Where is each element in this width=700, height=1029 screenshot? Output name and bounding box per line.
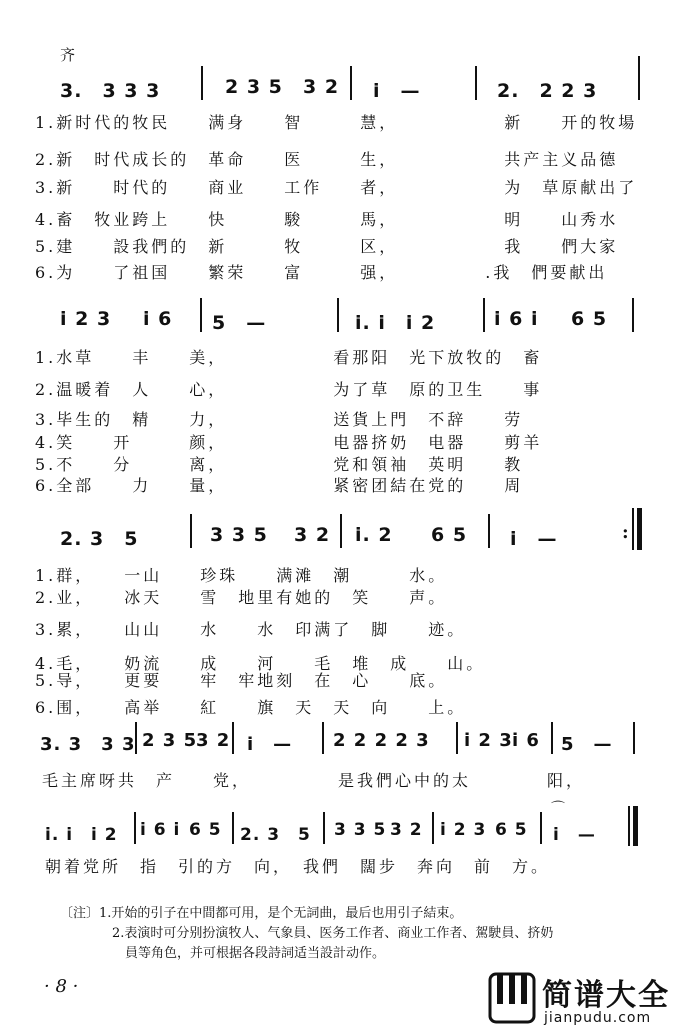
- notes-measure-2b: 6 5: [189, 820, 222, 840]
- notes-measure-5b: i 6: [512, 730, 540, 751]
- barline: [551, 722, 553, 754]
- footnote-line-2: 2.表演时可分别扮演牧人、气象員、医务工作者、商业工作者、駕駛員、挤奶: [112, 926, 554, 941]
- barline: [322, 722, 324, 754]
- notes-measure-2b: 3 2: [196, 730, 231, 751]
- final-barline: [633, 806, 638, 846]
- notes-measure-3: i —: [373, 80, 421, 102]
- lyric-verse-1: 1.新时代的牧民 满身 智 慧， 新 开的牧場: [35, 113, 638, 132]
- notes-measure-5b: 6 5: [495, 820, 528, 840]
- notes-measure-4b: 6 5: [571, 308, 608, 330]
- notes-measure-1: 3. 3 3 3: [60, 80, 161, 102]
- barline: [628, 806, 630, 846]
- notes-measure-1: 3. 3 3 3: [40, 734, 136, 755]
- notes-measure-2a: 2 3 5: [142, 730, 198, 751]
- notes-measure-4b: 3 2: [390, 820, 423, 840]
- notes-measure-4: 2 2 2 2 3: [333, 730, 430, 751]
- barline: [232, 812, 234, 844]
- lyric-verse-3: 3.毕生的 精 力， 送貨上門 不辞 劳: [35, 410, 524, 429]
- lyric-verse-2: 2.温暖着 人 心， 为了草 原的卫生 事: [35, 380, 543, 399]
- barline: [540, 812, 542, 844]
- barline: [432, 812, 434, 844]
- lyric-chorus-2: 朝着党所 指 引的方 向， 我們 闊步 奔向 前 方。: [45, 857, 551, 876]
- lyric-verse-3: 3.累， 山山 水 水 印满了 脚 迹。: [35, 620, 467, 639]
- repeat-dots: :: [622, 522, 629, 543]
- lyric-verse-6: 6.全部 力 量， 紧密团結在党的 周: [35, 476, 524, 495]
- barline: [638, 56, 640, 100]
- notes-measure-1: i 2 3: [60, 308, 112, 330]
- lyric-verse-5: 5.建 設我們的 新 牧 区， 我 們大家: [35, 237, 619, 256]
- barline: [633, 722, 635, 754]
- lyric-verse-1: 1.群， 一山 珍珠 满滩 潮 水。: [35, 566, 448, 585]
- watermark-url: jianpudu.com: [544, 1010, 652, 1026]
- barline: [350, 66, 352, 100]
- piano-keys-icon: [488, 972, 538, 1024]
- notes-measure-2b: 3 2: [303, 76, 340, 98]
- notes-measure-2a: i 6 i: [140, 820, 181, 840]
- footnote-line-1: 〔注〕1.开始的引子在中間都可用，是个无詞曲，最后也用引子結束。: [60, 906, 463, 921]
- notes-measure-5a: i 2 3: [464, 730, 513, 751]
- lyric-verse-5: 5.不 分 离， 党和領袖 英明 教: [35, 455, 524, 474]
- notes-measure-1: i. i i 2: [45, 825, 118, 845]
- lyric-verse-6: 6.为 了祖国 繁荣 富 强， .我 們要献出: [35, 263, 608, 282]
- barline: [483, 298, 485, 332]
- barline: [488, 514, 490, 548]
- barline: [632, 298, 634, 332]
- notes-measure-3b: 6 5: [431, 524, 468, 546]
- site-watermark: [488, 970, 693, 1028]
- notes-measure-2: 5 —: [212, 312, 267, 334]
- barline: [190, 514, 192, 548]
- notes-measure-3a: i. 2: [355, 524, 393, 546]
- ensemble-marking: 齐: [60, 46, 76, 64]
- notes-measure-3: i —: [247, 734, 293, 755]
- lyric-verse-6: 6.围， 高举 紅 旗 天 天 向 上。: [35, 698, 467, 717]
- barline: [201, 66, 203, 100]
- barline: [475, 66, 477, 100]
- watermark-title: 简谱大全: [542, 978, 670, 1013]
- footnote-line-3: 員等角色，并可根据各段詩詞适当設計动作。: [125, 946, 386, 961]
- notes-measure-5a: i 2 3: [440, 820, 487, 840]
- barline: [340, 514, 342, 548]
- barline: [232, 722, 234, 754]
- barline: [337, 298, 339, 332]
- notes-measure-4: i —: [510, 528, 558, 550]
- notes-measure-3: 2. 3 5: [240, 825, 311, 845]
- lyric-verse-1: 1.水草 丰 美， 看那阳 光下放牧的 畜: [35, 348, 543, 367]
- barline: [323, 812, 325, 844]
- notes-measure-3: i. i i 2: [355, 312, 436, 334]
- barline: [632, 508, 634, 550]
- notes-measure-6: 5 —: [561, 734, 613, 755]
- lyric-verse-3: 3.新 时代的 商业 工作 者， 为 草原献出了: [35, 178, 638, 197]
- notes-measure-4a: 3 3 5: [334, 820, 387, 840]
- notes-measure-4: 2. 2 2 3: [497, 80, 598, 102]
- barline: [200, 298, 202, 332]
- lyric-verse-5: 5.导， 更要 牢 牢地刻 在 心 底。: [35, 671, 448, 690]
- lyric-verse-4: 4.笑 开 颜， 电器挤奶 电器 剪羊: [35, 433, 543, 452]
- page-number: · 8 ·: [44, 976, 79, 997]
- lyric-verse-4: 4.毛， 奶流 成 河 毛 堆 成 山。: [35, 654, 486, 673]
- barline: [134, 812, 136, 844]
- notes-measure-1b: i 6: [143, 308, 173, 330]
- barline: [456, 722, 458, 754]
- notes-measure-2a: 3 3 5: [210, 524, 268, 546]
- notes-measure-2a: 2 3 5: [225, 76, 283, 98]
- notes-measure-2b: 3 2: [294, 524, 331, 546]
- repeat-end-barline: [637, 508, 642, 550]
- fermata: ⌒: [551, 801, 565, 817]
- barline: [135, 722, 137, 754]
- notes-measure-6: i —: [553, 825, 596, 845]
- notes-measure-1: 2. 3 5: [60, 528, 139, 550]
- lyric-chorus-1: 毛主席呀共 产 党， 是我們心中的太 阳，: [42, 771, 586, 790]
- lyric-verse-2: 2.新 时代成长的 革命 医 生， 共产主义品德: [35, 150, 619, 169]
- lyric-verse-2: 2.业， 冰天 雪 地里有她的 笑 声。: [35, 588, 448, 607]
- notes-measure-4a: i 6 i: [494, 308, 539, 330]
- lyric-verse-4: 4.畜 牧业跨上 快 駿 馬， 明 山秀水: [35, 210, 619, 229]
